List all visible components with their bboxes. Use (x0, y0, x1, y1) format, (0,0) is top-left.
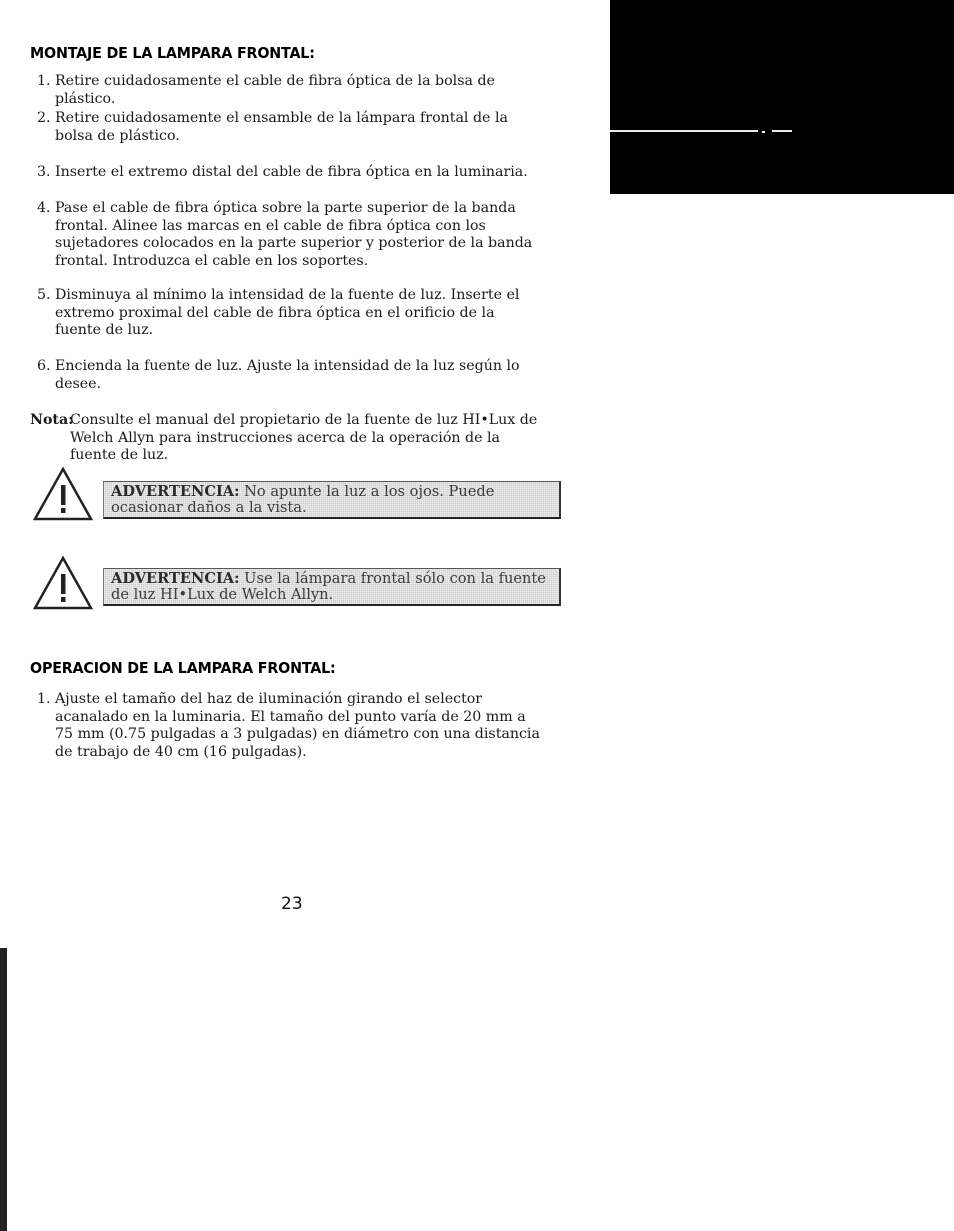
montaje-step-1 (37, 73, 542, 108)
tab-rule-short (772, 130, 792, 132)
operacion-step-1 (37, 691, 542, 761)
section-title-operacion: OPERACION DE LA LAMPARA FRONTAL: (30, 659, 336, 677)
montaje-step-3 (37, 164, 542, 182)
warning-text: No apunte la luz a los ojos. Puede ocasionar daños a la vista. (111, 483, 495, 516)
montaje-step-5 (37, 287, 542, 340)
tab-rule-dot (762, 131, 765, 133)
step-number: 2. (37, 110, 51, 126)
warning-box-source (103, 568, 561, 606)
step-number: 1. (37, 73, 51, 89)
step-text: Ajuste el tamaño del haz de iluminación girando el selector acanalado en la luminaria. El tamaño del punto varía de 20 mm a 75 mm (0.75 pulgadas a 3 pulgadas) en diámetro con una distancia de trabajo de 40 cm (16 pulgadas). (55, 691, 540, 760)
note-label: Nota: (30, 412, 74, 428)
montaje-step-2 (37, 110, 542, 145)
warning-triangle-icon (32, 555, 94, 611)
black-tab-block (610, 0, 954, 194)
tab-rule (610, 130, 758, 132)
page-number: 23 (281, 894, 303, 914)
section-title-montaje: MONTAJE DE LA LAMPARA FRONTAL: (30, 44, 315, 62)
step-text: Disminuya al mínimo la intensidad de la fuente de luz. Inserte el extremo proximal del cable de fibra óptica en el orificio de la fuente de luz. (55, 287, 520, 338)
warning-box-eyes (103, 481, 561, 519)
step-number: 3. (37, 164, 51, 180)
note-text: Consulte el manual del propietario de la fuente de luz HI•Lux de Welch Allyn para instrucciones acerca de la operación de la fuente de luz. (70, 412, 538, 463)
step-text: Inserte el extremo distal del cable de fibra óptica en la luminaria. (55, 164, 528, 180)
warning-label: ADVERTENCIA: (111, 483, 240, 500)
scan-edge (0, 948, 7, 1231)
step-number: 4. (37, 200, 51, 216)
montaje-step-6 (37, 358, 542, 393)
step-text: Encienda la fuente de luz. Ajuste la intensidad de la luz según lo desee. (55, 358, 520, 392)
step-number: 1. (37, 691, 51, 707)
montaje-step-4 (37, 200, 542, 270)
step-number: 5. (37, 287, 51, 303)
step-text: Retire cuidadosamente el ensamble de la lámpara frontal de la bolsa de plástico. (55, 110, 508, 144)
warning-text: Use la lámpara frontal sólo con la fuente de luz HI•Lux de Welch Allyn. (111, 570, 546, 603)
warning-triangle-icon (32, 466, 94, 522)
warning-label: ADVERTENCIA: (111, 570, 240, 587)
step-number: 6. (37, 358, 51, 374)
note (30, 412, 545, 465)
step-text: Retire cuidadosamente el cable de fibra óptica de la bolsa de plástico. (55, 73, 495, 107)
step-text: Pase el cable de fibra óptica sobre la parte superior de la banda frontal. Alinee las marcas en el cable de fibra óptica con los sujetadores colocados en la parte superior y posterior de la banda frontal. Introduzca el cable en los soportes. (55, 200, 533, 269)
